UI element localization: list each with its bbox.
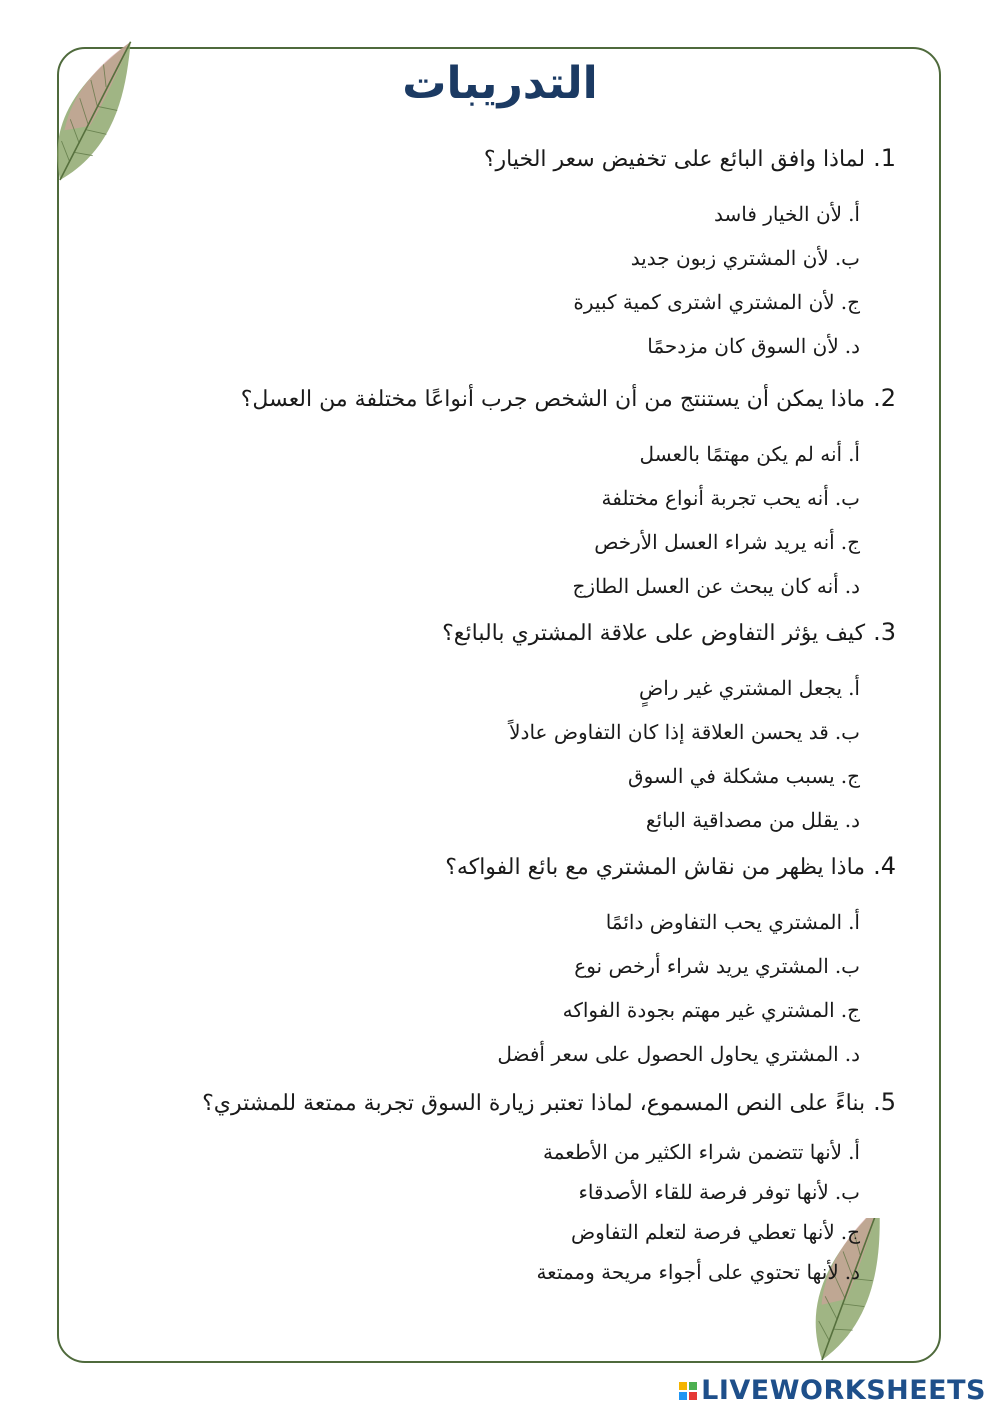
question-number: 1. [873, 144, 896, 172]
option-b[interactable]: ب.لأن المشتري زبون جديد [630, 246, 860, 270]
option-a[interactable]: أ.لأنها تتضمن شراء الكثير من الأطعمة [542, 1140, 860, 1164]
option-a[interactable]: أ.المشتري يحب التفاوض دائمًا [605, 910, 860, 934]
option-b[interactable]: ب.أنه يحب تجربة أنواع مختلفة [601, 486, 860, 510]
option-c[interactable]: ج.المشتري غير مهتم بجودة الفواكه [562, 998, 860, 1022]
option-a[interactable]: أ.لأن الخيار فاسد [714, 202, 860, 226]
option-b[interactable]: ب.قد يحسن العلاقة إذا كان التفاوض عادلاً [509, 720, 860, 744]
option-b[interactable]: ب.لأنها توفر فرصة للقاء الأصدقاء [578, 1180, 860, 1204]
question-text: 2.ماذا يمكن أن يستنتج من أن الشخص جرب أنواعًا مختلفة من العسل؟ [240, 384, 896, 412]
option-a[interactable]: أ.يجعل المشتري غير راضٍ [639, 676, 860, 700]
question-3 [442, 616, 896, 842]
question-5 [202, 1086, 896, 1292]
question-text: 4.ماذا يظهر من نقاش المشتري مع بائع الفواكه؟ [445, 852, 896, 880]
question-1 [484, 142, 896, 368]
question-4 [445, 850, 896, 1076]
question-number: 4. [873, 852, 896, 880]
logo-text: LIVEWORKSHEETS [701, 1375, 986, 1406]
option-c[interactable]: ج.لأن المشتري اشترى كمية كبيرة [573, 290, 860, 314]
liveworksheets-logo[interactable] [679, 1375, 986, 1406]
page-title: التدريبات [402, 58, 598, 109]
option-b[interactable]: ب.المشتري يريد شراء أرخص نوع [574, 954, 860, 978]
option-d[interactable]: د.لأن السوق كان مزدحمًا [647, 334, 860, 358]
option-d[interactable]: د.يقلل من مصداقية البائع [645, 808, 860, 832]
question-number: 2. [873, 384, 896, 412]
option-a[interactable]: أ.أنه لم يكن مهتمًا بالعسل [639, 442, 860, 466]
question-number: 5. [873, 1088, 896, 1116]
question-text: 5.بناءً على النص المسموع، لماذا تعتبر زيارة السوق تجربة ممتعة للمشتري؟ [202, 1088, 896, 1116]
option-d[interactable]: د.المشتري يحاول الحصول على سعر أفضل [497, 1042, 860, 1066]
question-text: 3.كيف يؤثر التفاوض على علاقة المشتري بالبائع؟ [442, 618, 896, 646]
option-c[interactable]: ج.أنه يريد شراء العسل الأرخص [594, 530, 860, 554]
liveworksheets-logo-icon [679, 1382, 697, 1400]
question-number: 3. [873, 618, 896, 646]
option-c[interactable]: ج.يسبب مشكلة في السوق [628, 764, 860, 788]
question-text: 1.لماذا وافق البائع على تخفيض سعر الخيار؟ [483, 144, 896, 172]
option-c[interactable]: ج.لأنها تعطي فرصة لتعلم التفاوض [570, 1220, 860, 1244]
question-2 [241, 382, 896, 608]
option-d[interactable]: د.أنه كان يبحث عن العسل الطازج [572, 574, 860, 598]
option-d[interactable]: د.لأنها تحتوي على أجواء مريحة وممتعة [536, 1260, 860, 1284]
